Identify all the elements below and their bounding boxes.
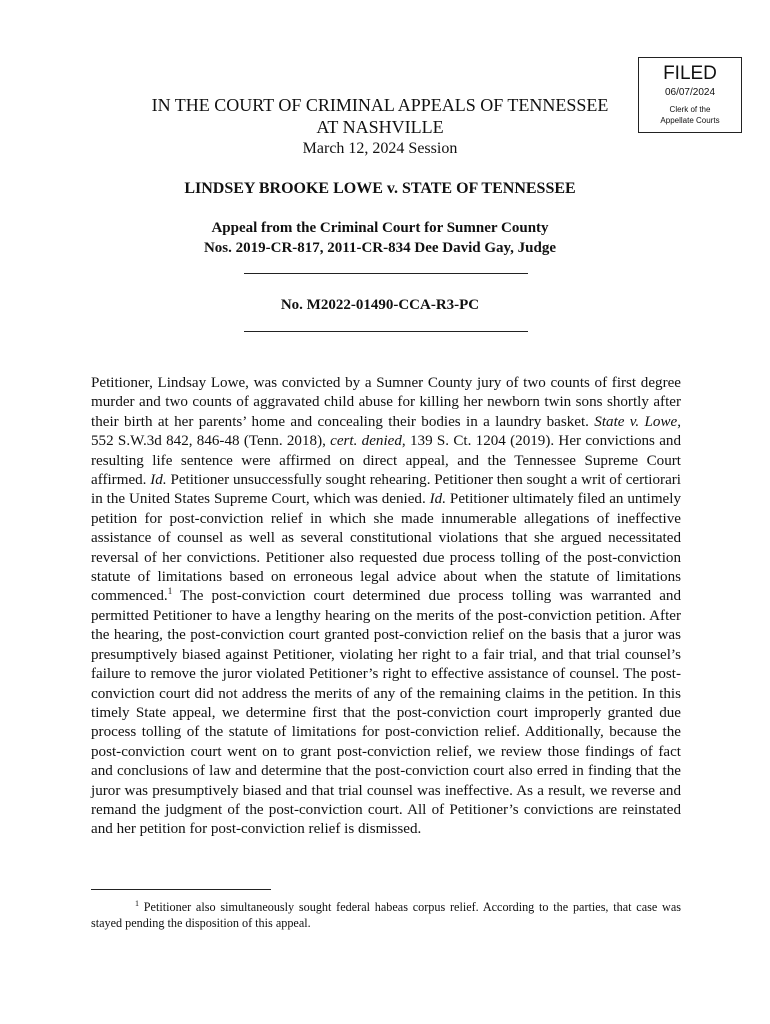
divider-bottom [244,331,528,332]
session-date: March 12, 2024 Session [302,140,458,157]
summary-text-5: Petitioner ultimately filed an untimely petition for post-conviction relief in which she made innumerable allegations of ineffective assistance of counsel as well as several constitutional violations that she argued necessitated reversal of her convictions. Petitioner also requested due process tolling of the post-conviction statute of limitations based on erroneous legal advice about when the statute of limitations commenced. [91,491,682,605]
summary-text-6: The post-conviction court determined due process tolling was warranted and permitted Petitioner to have a lengthy hearing on the merits of the post-conviction petition. After the hearing, the post-conviction court granted post-conviction relief on the basis that a juror was presumptively biased against Petitioner, violating her right to a fair trial, and that trial counsel’s failure to remove the juror violated Petitioner’s right to effective assistance of counsel. The post-conviction court did not address the merits of any of the remaining claims in the petition. In this timely State appeal, we determine first that the post-conviction court improperly granted due process tolling of the statute of limitations for post-conviction relief. Additionally, because the post-conviction court went on to grant post-conviction relief, we review those findings of fact and conclusions of law and determine that the post-conviction court also erred in finding that the juror was presumptively biased and that trial counsel was ineffective. As a result, we reverse and remand the judgment of the post-conviction court. All of Petitioner’s convictions are reinstated and her petition for post-conviction relief is dismissed. [91,588,681,838]
summary-text-3: , 139 S. Ct. 1204 (2019). Her convictions and resulting life sentence were affirmed on direct appeal, and the Tennessee Supreme Court affirmed. [91,433,681,489]
court-location: AT NASHVILLE [316,117,444,137]
filed-stamp-date: 06/07/2024 [664,87,716,98]
filed-stamp-clerk-line2: Appellate Courts [660,116,720,125]
citation-cert-denied: cert. denied [330,433,402,450]
case-title: LINDSEY BROOKE LOWE v. STATE OF TENNESSEE [184,180,576,197]
summary-text-2: , 552 S.W.3d 842, 846-48 (Tenn. 2018), [91,413,681,450]
trial-case-numbers: Nos. 2019-CR-817, 2011-CR-834 Dee David Gay, Judge [203,240,557,256]
citation-id-1: Id. [150,472,167,489]
footnote-marker: 1 [135,898,139,908]
filed-stamp-clerk-line1: Clerk of the [669,105,711,114]
divider-top [244,273,528,274]
court-name: IN THE COURT OF CRIMINAL APPEALS OF TENNESSEE [151,95,609,115]
docket-number: No. M2022-01490-CCA-R3-PC [280,297,480,313]
case-summary [91,374,681,840]
summary-text-1: Petitioner, Lindsay Lowe, was convicted by a Sumner County jury of two counts of first degree murder and two counts of aggravated child abuse for killing her newborn twin sons shortly after their birth at her parents’ home and concealing their bodies in a laundry basket. [91,375,681,430]
footnote [91,899,681,931]
footnote-divider [91,889,271,890]
footnote-reference[interactable]: 1 [167,586,173,597]
filed-stamp-title: FILED [663,63,717,84]
citation-id-2: Id. [429,491,447,508]
appeal-source: Appeal from the Criminal Court for Sumner County [211,220,549,236]
citation-case-name: State v. Lowe [594,413,678,430]
footnote-text: Petitioner also simultaneously sought federal habeas corpus relief. According to the parties, that case was stayed pending the disposition of this appeal. [91,900,681,930]
summary-text-4: Petitioner unsuccessfully sought rehearing. Petitioner then sought a writ of certiorari in the United States Supreme Court, which was denied. [91,472,681,508]
